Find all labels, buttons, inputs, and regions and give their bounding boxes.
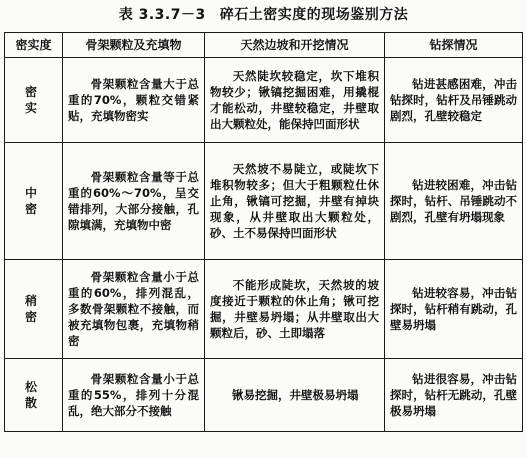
density-level-cell: 中密: [5, 143, 63, 260]
excavation-text: 天然坡不易陡立，或陡坎下堆积物较多；但大于粗颗粒仕休止角，锹镐可挖掘，井壁有掉块现象，从井壁取出大颗粒处，砂、土不易保持凹面形状: [210, 162, 379, 240]
identification-table: [4, 32, 523, 432]
table-title: [0, 6, 527, 24]
skeleton-cell: [63, 359, 205, 432]
excavation-text: 不能形成陡坎，天然坡的坡度接近于颗粒的休止角；锹可挖掘，井壁易坍塌；从井壁取出大颗粒后，砂、土即塌落: [210, 278, 379, 340]
skeleton-cell: [63, 260, 205, 359]
skeleton-text: 骨架颗粒含量小于总重的55%，排列十分混乱，绝大部分不接触: [68, 372, 199, 418]
header-excavation: 天然边坡和开挖情况: [205, 33, 385, 58]
excavation-text: 天然陡坎较稳定，坎下堆积物较少；锹镐挖掘困难，用撬棍才能松动，井壁较稳定，井壁取出大颗粒处，能保持凹面形状: [210, 69, 379, 131]
skeleton-cell: [63, 143, 205, 260]
excavation-cell: [205, 359, 385, 432]
drilling-text: 钻进较容易，冲击钻探时，钻杆稍有跳动，孔壁易坍塌: [390, 286, 517, 332]
drilling-cell: [385, 359, 523, 432]
table-row: [5, 359, 523, 432]
skeleton-text: 骨架颗粒含量等于总重的60%～70%，呈交错排列，大部分接触，孔隙填满，充填物中密: [68, 170, 199, 232]
drilling-text: 钻进很容易，冲击钻探时，钻杆无跳动，孔壁极易坍塌: [390, 372, 517, 418]
excavation-cell: [205, 260, 385, 359]
table-row: [5, 143, 523, 260]
header-drilling: 钻探情况: [385, 33, 523, 58]
table-number: 表 3.3.7－3: [118, 7, 206, 23]
skeleton-cell: [63, 58, 205, 143]
drilling-text: 钻进较困难，冲击钻探时，钻杆、吊锤跳动不剧烈，孔壁有坍塌现象: [390, 178, 517, 224]
drilling-cell: [385, 58, 523, 143]
skeleton-text: 骨架颗粒含量小于总重的60%，排列混乱，多数骨架颗粒不接触，而被充填物包裹，充填物稍密: [68, 270, 199, 348]
density-level-cell: 松散: [5, 359, 63, 432]
header-row: [5, 33, 523, 58]
excavation-text: 锹易挖掘，井壁极易坍塌: [232, 388, 359, 402]
excavation-cell: [205, 58, 385, 143]
skeleton-text: 骨架颗粒含量大于总重的70%，颗粒交错紧贴，充填物密实: [68, 77, 199, 123]
density-level-cell: 密实: [5, 58, 63, 143]
drilling-text: 钻进甚感困难，冲击钻探时，钻杆及吊锤跳动剧烈，孔壁较稳定: [390, 77, 517, 123]
drilling-cell: [385, 260, 523, 359]
table-row: [5, 58, 523, 143]
table-caption: 碎石土密实度的现场鉴别方法: [219, 7, 409, 23]
drilling-cell: [385, 143, 523, 260]
table-row: [5, 260, 523, 359]
density-level-cell: 稍密: [5, 260, 63, 359]
header-skeleton: 骨架颗粒及充填物: [63, 33, 205, 58]
header-density: 密实度: [5, 33, 63, 58]
excavation-cell: [205, 143, 385, 260]
